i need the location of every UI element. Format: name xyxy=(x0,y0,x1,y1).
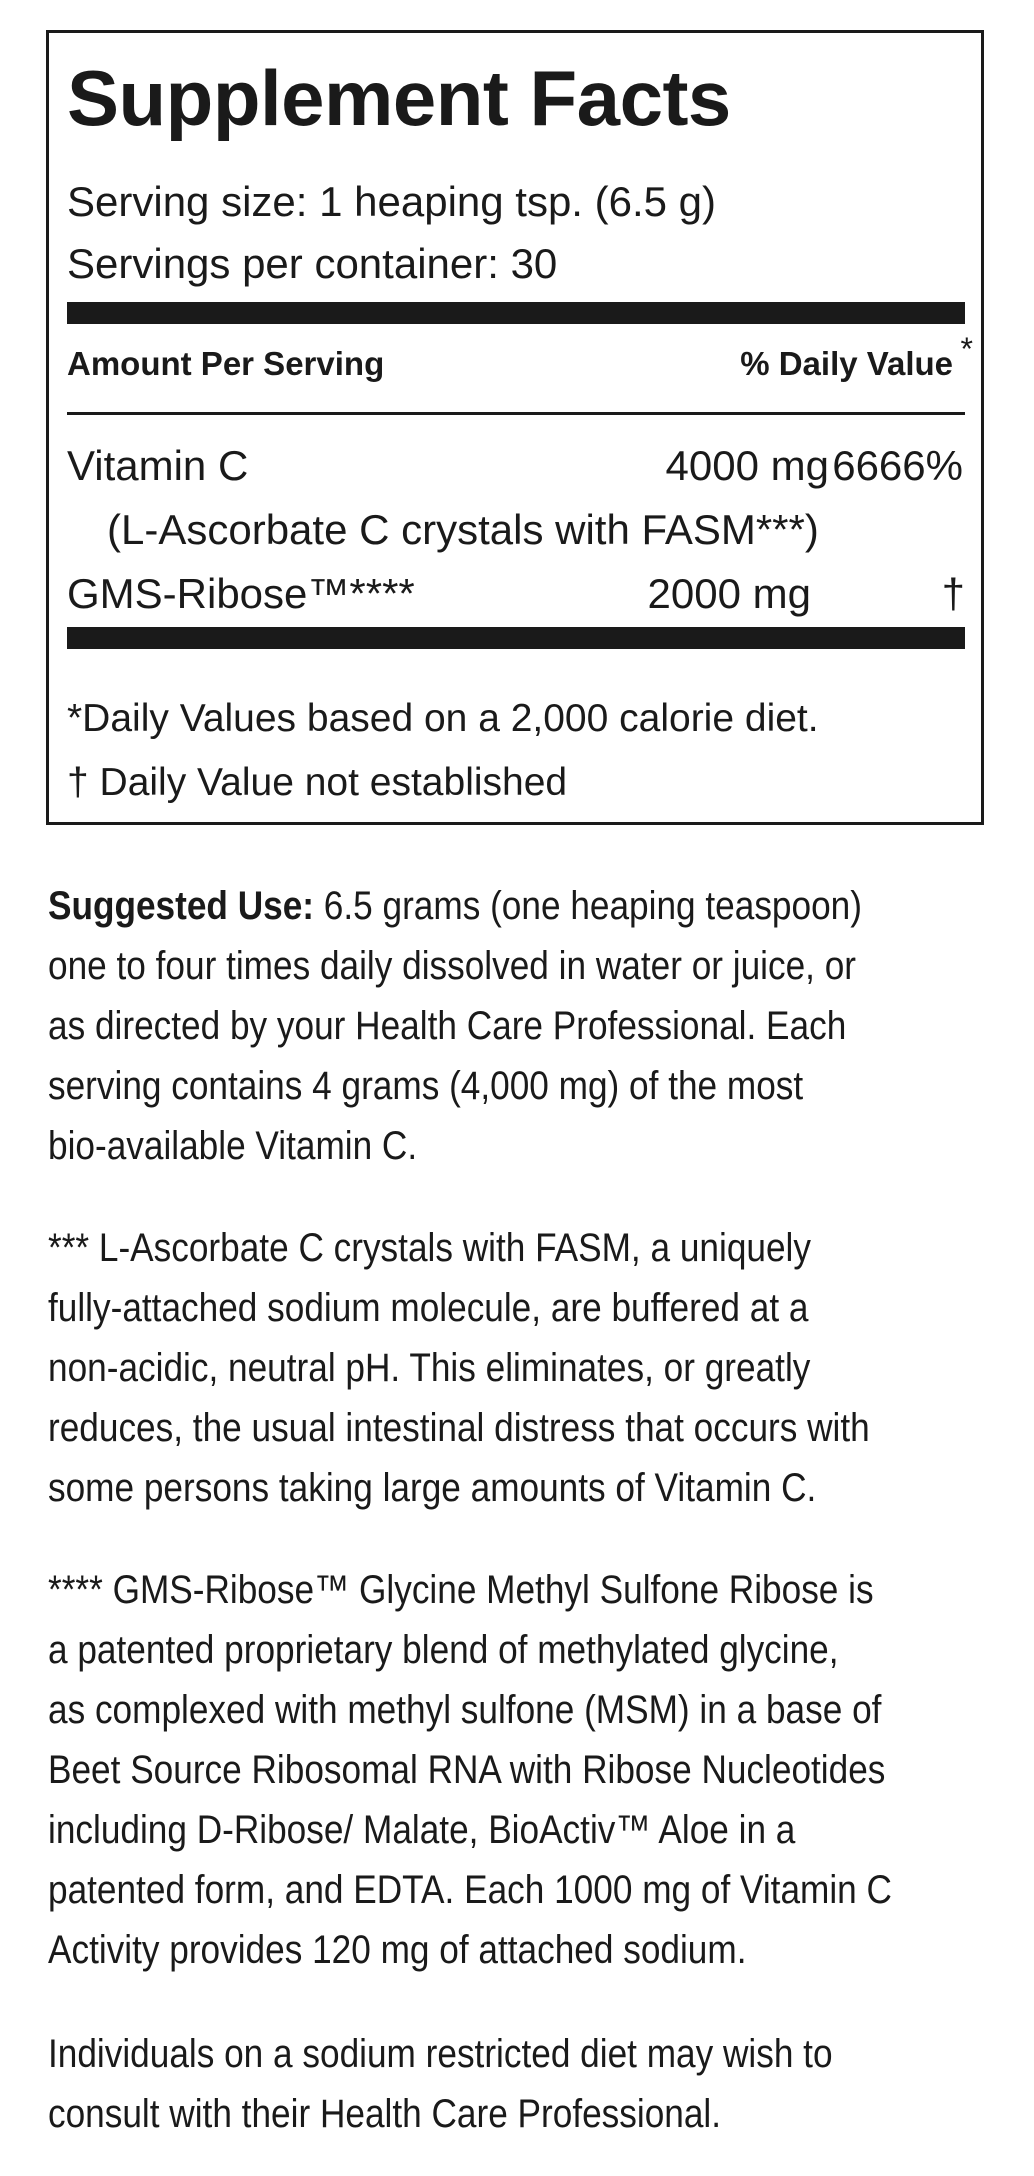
paragraph-line: including D-Ribose/ Malate, BioActiv™ Aloe in a xyxy=(48,1808,796,1852)
paragraph-line: consult with their Health Care Professional. xyxy=(48,2092,722,2136)
amount-per-serving-header: Amount Per Serving xyxy=(67,345,385,382)
nutrient-name-gms-ribose: GMS-Ribose™**** xyxy=(67,570,415,617)
header-divider xyxy=(67,412,965,415)
bottom-divider xyxy=(67,627,965,649)
paragraph-line: some persons taking large amounts of Vitamin C. xyxy=(48,1466,817,1510)
fasm-note-paragraph xyxy=(48,1218,893,1518)
suggested-use-label: Suggested Use: xyxy=(48,884,315,928)
sodium-note-paragraph xyxy=(48,2024,893,2144)
paragraph-line xyxy=(48,876,893,936)
ribose-note-paragraph xyxy=(48,1560,893,1980)
paragraph-line: as complexed with methyl sulfone (MSM) in a base of xyxy=(48,1688,882,1732)
paragraph-line: fully-attached sodium molecule, are buffered at a xyxy=(48,1286,809,1330)
daily-value-asterisk: * xyxy=(960,331,973,367)
paragraph-line: reduces, the usual intestinal distress that occurs with xyxy=(48,1406,870,1450)
suggested-use-paragraph xyxy=(48,876,893,1176)
paragraph-line: Individuals on a sodium restricted diet may wish to xyxy=(48,2032,833,2076)
serving-size: Serving size: 1 heaping tsp. (6.5 g) xyxy=(67,178,717,225)
nutrient-source-vitamin-c: (L-Ascorbate C crystals with FASM***) xyxy=(107,506,819,553)
supplement-facts-panel xyxy=(46,30,984,825)
nutrient-name-vitamin-c: Vitamin C xyxy=(67,442,249,489)
footnote-not-established: † Daily Value not established xyxy=(67,761,568,804)
nutrient-amount-gms-ribose: 2000 mg xyxy=(647,570,811,617)
top-divider xyxy=(67,302,965,324)
daily-value-header: % Daily Value xyxy=(740,345,953,382)
footnote-daily-values: *Daily Values based on a 2,000 calorie diet. xyxy=(67,697,819,740)
nutrient-dv-vitamin-c: 6666% xyxy=(832,442,963,489)
nutrient-amount-vitamin-c: 4000 mg xyxy=(665,442,829,489)
paragraph-line: *** L-Ascorbate C crystals with FASM, a uniquely xyxy=(48,1226,811,1270)
paragraph-line: one to four times daily dissolved in water or juice, or xyxy=(48,944,857,988)
nutrient-dv-gms-ribose: † xyxy=(941,570,965,617)
paragraph-line: serving contains 4 grams (4,000 mg) of the most xyxy=(48,1064,804,1108)
paragraph-line: Activity provides 120 mg of attached sodium. xyxy=(48,1928,747,1972)
suggested-use-text: 6.5 grams (one heaping teaspoon) xyxy=(314,884,862,928)
paragraph-line: a patented proprietary blend of methylated glycine, xyxy=(48,1628,839,1672)
paragraph-line: Beet Source Ribosomal RNA with Ribose Nucleotides xyxy=(48,1748,886,1792)
paragraph-line: as directed by your Health Care Professional. Each xyxy=(48,1004,847,1048)
paragraph-line: patented form, and EDTA. Each 1000 mg of Vitamin C xyxy=(48,1868,892,1912)
servings-per-container: Servings per container: 30 xyxy=(67,240,558,287)
paragraph-line: non-acidic, neutral pH. This eliminates, or greatly xyxy=(48,1346,811,1390)
paragraph-line: **** GMS-Ribose™ Glycine Methyl Sulfone Ribose is xyxy=(48,1568,874,1612)
panel-title: Supplement Facts xyxy=(67,54,731,142)
paragraph-line: bio-available Vitamin C. xyxy=(48,1124,418,1168)
